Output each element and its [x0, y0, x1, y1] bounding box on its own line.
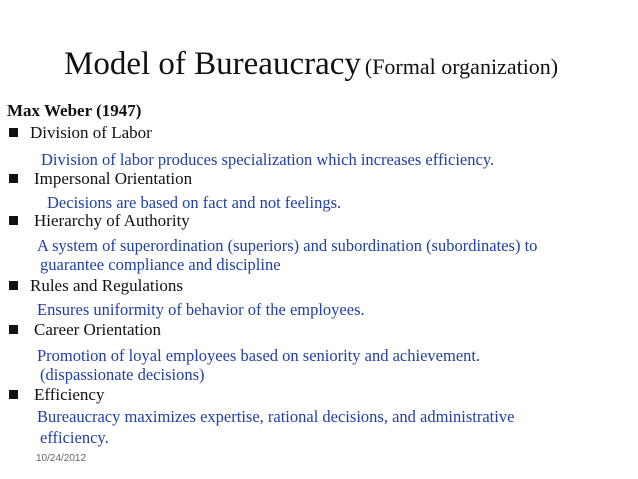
- bullet-label: Impersonal Orientation: [34, 169, 193, 188]
- bullet-label: Hierarchy of Authority: [34, 211, 190, 230]
- bullet-item-hierarchy-of-authority: [9, 211, 190, 231]
- description-line: efficiency.: [40, 428, 109, 447]
- bullet-label: Rules and Regulations: [30, 276, 183, 295]
- description-line: (dispassionate decisions): [40, 365, 205, 384]
- bullet-description: [37, 345, 480, 386]
- author-heading: Max Weber (1947): [7, 101, 142, 120]
- square-bullet-icon: [9, 216, 18, 225]
- bullet-description: Division of labor produces specialization which increases efficiency.: [41, 150, 495, 169]
- bullet-label: Efficiency: [34, 385, 105, 404]
- bullet-item-career-orientation: [9, 320, 161, 340]
- bullet-label: Division of Labor: [30, 123, 152, 142]
- bullet-description: Ensures uniformity of behavior of the employees.: [37, 300, 365, 319]
- description-line: guarantee compliance and discipline: [40, 255, 281, 274]
- bullet-item-rules-and-regulations: [9, 276, 183, 296]
- bullet-item-impersonal-orientation: [9, 169, 192, 189]
- square-bullet-icon: [9, 325, 18, 334]
- bullet-label: Career Orientation: [34, 320, 161, 339]
- bullet-item-division-of-labor: [9, 123, 152, 143]
- title-subtitle: (Formal organization): [364, 54, 559, 79]
- slide-date: 10/24/2012: [36, 453, 87, 464]
- square-bullet-icon: [9, 128, 18, 137]
- bullet-description: Decisions are based on fact and not feelings.: [47, 193, 342, 212]
- description-line: A system of superordination (superiors) and subordination (subordinates) to: [37, 236, 538, 255]
- square-bullet-icon: [9, 281, 18, 290]
- slide-title: [64, 46, 558, 83]
- bullet-description: [37, 406, 514, 449]
- description-line: Promotion of loyal employees based on seniority and achievement.: [37, 346, 481, 365]
- description-line: Bureaucracy maximizes expertise, rational decisions, and administrative: [37, 407, 515, 426]
- square-bullet-icon: [9, 174, 18, 183]
- square-bullet-icon: [9, 390, 18, 399]
- bullet-description: [37, 235, 537, 276]
- title-main: Model of Bureaucracy: [64, 46, 361, 82]
- bullet-item-efficiency: [9, 385, 104, 405]
